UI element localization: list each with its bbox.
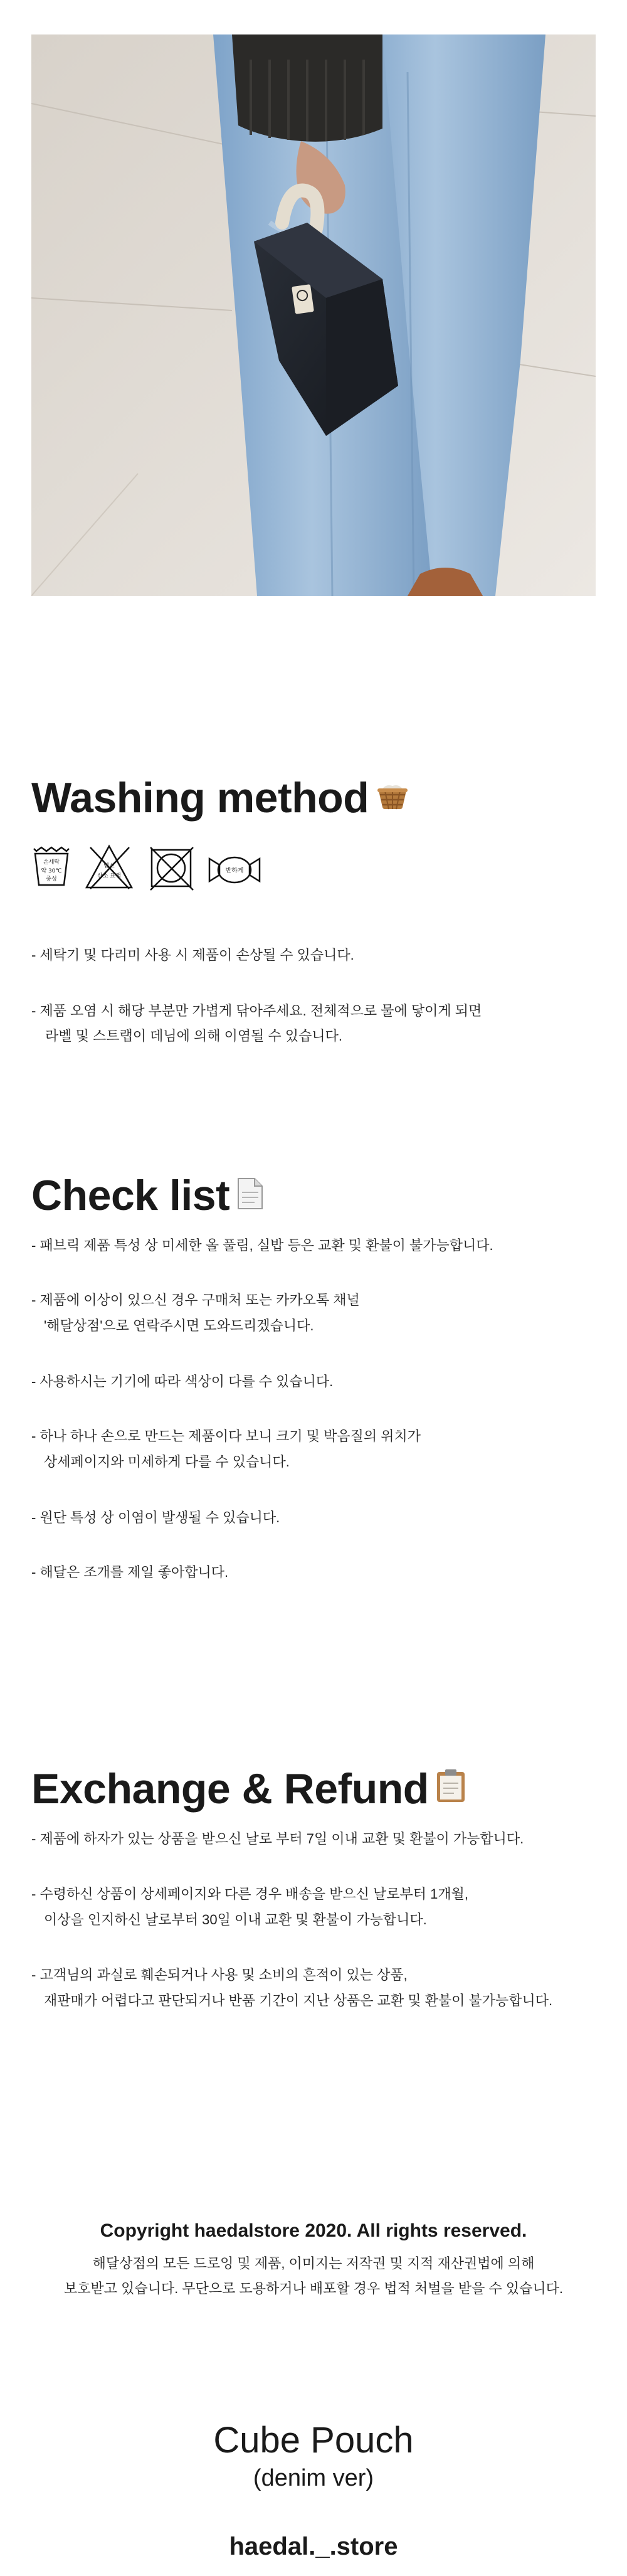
dry-clean-icon [209, 857, 260, 883]
washing-method-title: Washing method [31, 774, 369, 822]
bleach-label-2: 산소 표백 [97, 873, 121, 879]
no-bleach-icon [87, 846, 132, 889]
legal-line-2: 보호받고 있습니다. 무단으로 도용하거나 배포할 경우 법적 처벌을 받을 수 있습니다. [64, 2281, 563, 2296]
wash-label-3: 중성 [46, 876, 57, 883]
washing-line-2: - 제품 오염 시 해당 부분만 가볍게 닦아주세요. 전체적으로 물에 닿이게 되면 [31, 1003, 482, 1019]
check-list-heading [31, 1174, 265, 1217]
washing-note-1 [31, 943, 596, 968]
copyright-notice: Copyright haedalstore 2020. All rights reserved. [100, 2220, 527, 2241]
checklist-item: - 사용하시는 기기에 따라 색상이 다를 수 있습니다. [31, 1374, 334, 1389]
exchange-refund-title: Exchange & Refund [31, 1765, 429, 1813]
dry-clean-label: 반하게 [225, 867, 244, 874]
checklist-item: - 하나 하나 손으로 만드는 제품이다 보니 크기 및 박음질의 위치가 상세페이지와 미세하게 다를 수 있습니다. [31, 1428, 421, 1470]
checklist-item: - 패브릭 제품 특성 상 미세한 올 풀림, 실밥 등은 교환 및 환불이 불가능합니다. [31, 1238, 493, 1253]
legal-notice [0, 2251, 627, 2301]
washing-line-3: 라벨 및 스트랩이 데님에 의해 이염될 수 있습니다. [45, 1028, 342, 1044]
hand-wash-icon [34, 847, 69, 885]
page-icon [236, 1174, 265, 1217]
check-list-title: Check list [31, 1172, 230, 1219]
checklist-item: - 원단 특성 상 이염이 발생될 수 있습니다. [31, 1510, 280, 1525]
care-icons [31, 842, 295, 893]
legal-line-1: 해달상점의 모든 드로잉 및 제품, 이미지는 저작권 및 지적 재산권법에 의해 [92, 2255, 535, 2271]
checklist-item: - 해달은 조개를 제일 좋아합니다. [31, 1564, 229, 1580]
no-tumble-dry-icon [150, 847, 193, 890]
washing-method-heading [31, 774, 410, 822]
wash-label-2: 약 30℃ [41, 868, 62, 874]
exchange-item: - 고객님의 과실로 훼손되거나 사용 및 소비의 흔적이 있는 상품, 재판매가 어렵다고 판단되거나 반품 기간이 지난 상품은 교환 및 환불이 불가능합니다. [31, 1967, 553, 2008]
exchange-item: - 제품에 하자가 있는 상품을 받으신 날로 부터 7일 이내 교환 및 환불이 가능합니다. [31, 1831, 524, 1847]
product-name: Cube Pouch [213, 2420, 414, 2461]
checklist-item: - 제품에 이상이 있으신 경우 구매처 또는 카카오톡 채널 '해달상점'으로 연락주시면 도와드리겠습니다. [31, 1292, 360, 1333]
product-variant: (denim ver) [253, 2465, 374, 2491]
washing-line-1: - 세탁기 및 다리미 사용 시 제품이 손상될 수 있습니다. [31, 947, 354, 963]
basket-icon [375, 777, 410, 819]
product-photo [31, 34, 596, 596]
exchange-refund-heading [31, 1765, 466, 1813]
bleach-label-1: 염소 [103, 863, 115, 869]
exchange-item: - 수령하신 상품이 상세페이지와 다른 경우 배송을 받으신 날로부터 1개월, 이상을 인지하신 날로부터 30일 이내 교환 및 환불이 가능합니다. [31, 1886, 468, 1927]
washing-note-2 [31, 999, 596, 1049]
wash-label-1: 손세탁 [43, 859, 60, 866]
clipboard-icon [435, 1768, 466, 1810]
store-name: haedal._.store [229, 2533, 398, 2560]
